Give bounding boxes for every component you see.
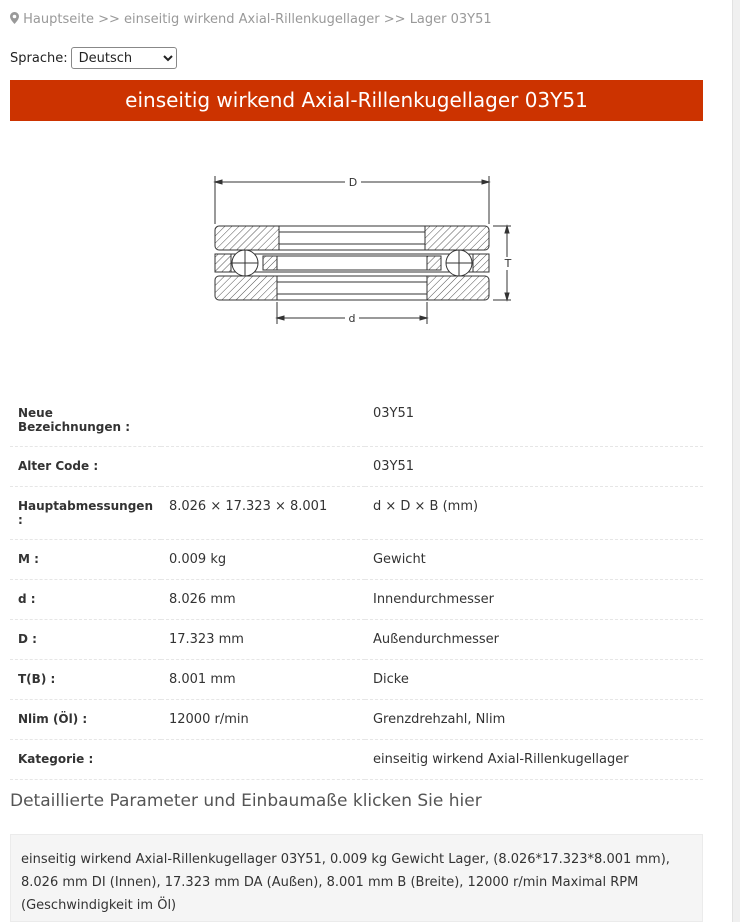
spec-row — [10, 540, 703, 580]
spec-description: d × D × B (mm) — [365, 487, 703, 540]
spec-value — [161, 740, 365, 780]
spec-key: M : — [10, 540, 161, 580]
spec-description: 03Y51 — [365, 394, 703, 447]
breadcrumb — [10, 12, 492, 27]
spec-row — [10, 487, 703, 540]
spec-key: d : — [10, 580, 161, 620]
spec-value: 12000 r/min — [161, 700, 365, 740]
spec-description: Innendurchmesser — [365, 580, 703, 620]
breadcrumb-separator: >> — [383, 12, 406, 27]
summary-box: einseitig wirkend Axial-Rillenkugellager 03Y51, 0.009 kg Gewicht Lager, (8.026*17.323*8.001 mm), 8.026 mm DI (Innen), 17.323 mm DA (Außen), 8.001 mm B (Breite), 12000 r/min Maximal RPM (Geschwindigkeit im Öl) — [10, 834, 703, 922]
spec-row — [10, 660, 703, 700]
language-select[interactable] — [71, 47, 177, 69]
spec-key: D : — [10, 620, 161, 660]
map-marker-icon — [10, 12, 19, 24]
breadcrumb-category[interactable]: einseitig wirkend Axial-Rillenkugellager — [124, 12, 380, 27]
diagram-label-D: D — [348, 176, 358, 189]
spec-description: Dicke — [365, 660, 703, 700]
spec-row — [10, 620, 703, 660]
spec-value — [161, 394, 365, 447]
spec-value: 8.026 mm — [161, 580, 365, 620]
spec-description: 03Y51 — [365, 447, 703, 487]
diagram-label-d: d — [348, 312, 356, 325]
page-title: einseitig wirkend Axial-Rillenkugellager 03Y51 — [10, 80, 703, 121]
spec-table — [10, 394, 703, 780]
spec-value: 8.026 × 17.323 × 8.001 — [161, 487, 365, 540]
spec-value: 0.009 kg — [161, 540, 365, 580]
spec-row — [10, 580, 703, 620]
spec-description: Gewicht — [365, 540, 703, 580]
spec-row — [10, 700, 703, 740]
spec-description: einseitig wirkend Axial-Rillenkugellager — [365, 740, 703, 780]
spec-value: 17.323 mm — [161, 620, 365, 660]
spec-key: Kategorie : — [10, 740, 161, 780]
spec-key: T(B) : — [10, 660, 161, 700]
spec-key: Alter Code : — [10, 447, 161, 487]
language-label: Sprache: — [10, 50, 68, 66]
spec-description: Außendurchmesser — [365, 620, 703, 660]
spec-key: Nlim (Öl) : — [10, 700, 161, 740]
scrollbar[interactable] — [732, 0, 740, 922]
language-selector — [10, 47, 177, 69]
diagram-label-T: T — [504, 257, 512, 270]
breadcrumb-current: Lager 03Y51 — [409, 12, 492, 27]
breadcrumb-home[interactable]: Hauptseite — [23, 12, 94, 27]
spec-key: Neue Bezeichnungen : — [10, 394, 161, 447]
detail-parameters-link[interactable]: Detaillierte Parameter und Einbaumaße klicken Sie hier — [10, 791, 482, 811]
breadcrumb-separator: >> — [98, 12, 120, 27]
spec-row — [10, 740, 703, 780]
spec-row — [10, 394, 703, 447]
bearing-diagram — [205, 168, 525, 328]
spec-value: 8.001 mm — [161, 660, 365, 700]
spec-row — [10, 447, 703, 487]
spec-key: Hauptabmessungen : — [10, 487, 161, 540]
spec-value — [161, 447, 365, 487]
spec-description: Grenzdrehzahl, Nlim — [365, 700, 703, 740]
